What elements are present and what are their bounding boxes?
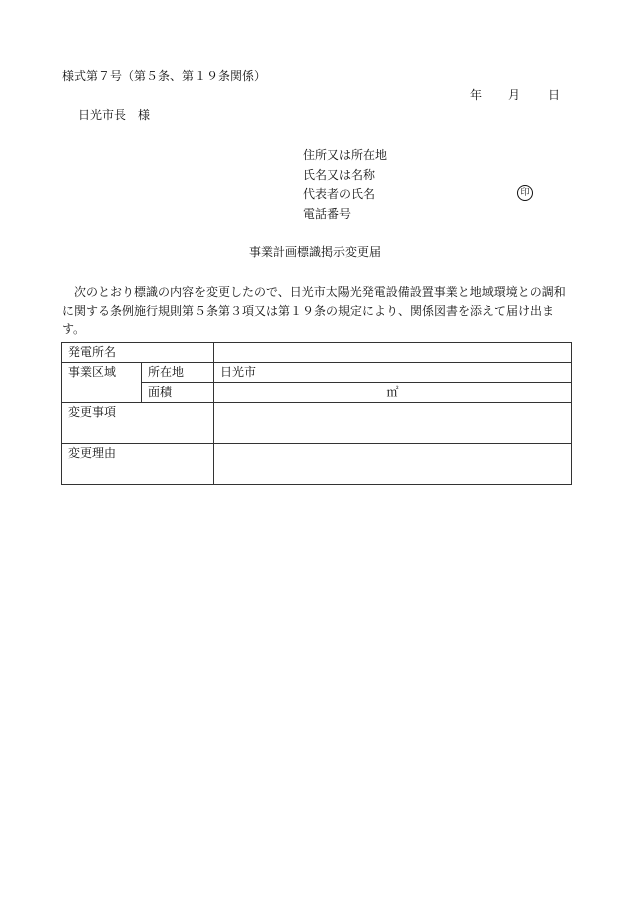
area-size-label: 面積 (142, 383, 214, 403)
plant-name-field[interactable] (214, 343, 572, 363)
change-reason-label: 変更理由 (62, 444, 214, 485)
table-row (62, 343, 572, 363)
change-items-label: 変更事項 (62, 403, 214, 444)
location-label: 所在地 (142, 363, 214, 383)
change-items-field[interactable] (214, 403, 572, 444)
project-area-label: 事業区域 (62, 363, 142, 403)
plant-name-label: 発電所名 (62, 343, 214, 363)
seal-mark-icon: 印 (517, 185, 533, 201)
applicant-name-label: 氏名又は名称 (303, 168, 376, 182)
table-row (62, 363, 572, 383)
location-field[interactable]: 日光市 (214, 363, 572, 383)
date-year: 年 (470, 88, 483, 102)
applicant-address-label: 住所又は所在地 (303, 148, 388, 162)
date-month: 月 (508, 88, 521, 102)
area-size-field[interactable]: ㎡ (214, 383, 572, 403)
representative-name-label: 代表者の氏名 (303, 187, 376, 201)
body-paragraph: 次のとおり標識の内容を変更したので、日光市太陽光発電設備設置事業と地域環境との調和に関する条例施行規則第５条第３項又は第１９条の規定により、関係図書を添えて届け出ます。 (62, 285, 566, 336)
change-reason-field[interactable] (214, 444, 572, 485)
addressee: 日光市長 様 (78, 108, 151, 122)
notification-form-table (61, 342, 572, 485)
table-row (62, 403, 572, 444)
table-row (62, 444, 572, 485)
phone-number-label: 電話番号 (303, 207, 352, 221)
form-number-label: 様式第７号（第５条、第１９条関係） (62, 69, 267, 83)
date-day: 日 (548, 88, 561, 102)
document-title: 事業計画標識掲示変更届 (248, 245, 381, 259)
date-line (470, 87, 560, 103)
